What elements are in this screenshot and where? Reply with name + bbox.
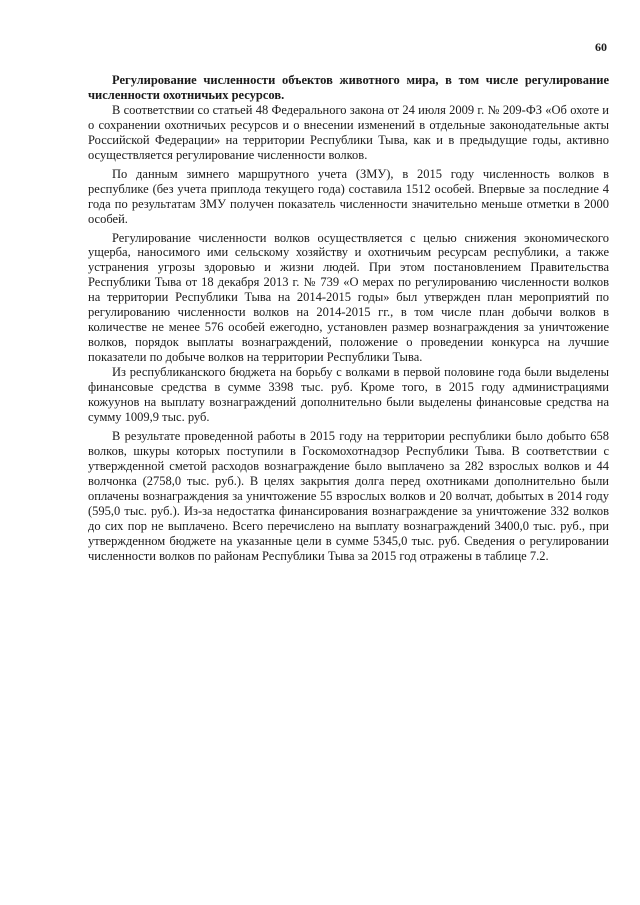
page-number: 60 [595, 40, 607, 54]
paragraph-regulation-goals: Регулирование численности волков осуществляется с целью снижения экономического ущерба, наносимого ими сельскому хозяйству и охотничьим ресурсам республики, а также устранения угрозы здоровью и жизни людей. При этом постановлением Правительства Республики Тыва от 18 декабря 2013 г. № 739 «О мерах по регулированию численности волков на территории Республики Тыва на 2014-2015 годы» был утвержден план мероприятий по регулированию численности волков на 2014-2015 гг., в том числе план добычи волков в количестве не менее 576 особей ежегодно, установлен размер вознаграждения за уничтожение волков, порядок выплаты вознаграждений, положение о проведении конкурса на лучшие показатели по добыче волков на территории Республики Тыва. [88, 230, 609, 365]
paragraph-results: В результате проведенной работы в 2015 году на территории республики было добыто 658 волков, шкуры которых поступили в Госкомохотнадзор Республики Тыва. В соответствии с утвержденной сметой расходов вознаграждение было выплачено за 282 взрослых волков и 44 волчонка (2758,0 тыс. руб.). В целях закрытия долга перед охотниками дополнительно были оплачены вознаграждения за уничтожение 55 взрослых волков и 20 волчат, добытых в 2014 году (595,0 тыс. руб.). Из-за недостатка финансирования вознаграждение за уничтожение 332 волков до сих пор не выплачено. Всего перечислено на выплату вознаграждений 3400,0 тыс. руб., при утвержденном бюджете на указанные цели в сумме 5345,0 тыс. руб. Сведения о регулировании численности волков по районам Республики Тыва за 2015 год отражены в таблице 7.2. [88, 428, 609, 563]
paragraph-legal-basis: В соответствии со статьей 48 Федерального закона от 24 июля 2009 г. № 209-ФЗ «Об охоте и о сохранении охотничьих ресурсов и о внесении изменений в отдельные законодательные акты Российской Федерации» на территории Республики Тыва, как и в предыдущие годы, активно осуществляется регулирование численности волков. [88, 102, 609, 162]
paragraph-funding: Из республиканского бюджета на борьбу с волками в первой половине года были выделены финансовые средства в сумме 3398 тыс. руб. Кроме того, в 2015 году администрациями кожуунов на выплату вознаграждений дополнительно были выделены финансовые средства на сумму 1009,9 тыс. руб. [88, 365, 609, 424]
section-heading: Регулирование численности объектов животного мира, в том числе регулирование численности охотничьих ресурсов. [88, 73, 609, 102]
paragraph-wolf-census: По данным зимнего маршрутного учета (ЗМУ), в 2015 году численность волков в республике (без учета приплода текущего года) составила 1512 особей. Впервые за последние 4 года по результатам ЗМУ получен показатель численности значительно меньше отметки в 2000 особей. [88, 166, 609, 226]
page-content [88, 73, 609, 564]
